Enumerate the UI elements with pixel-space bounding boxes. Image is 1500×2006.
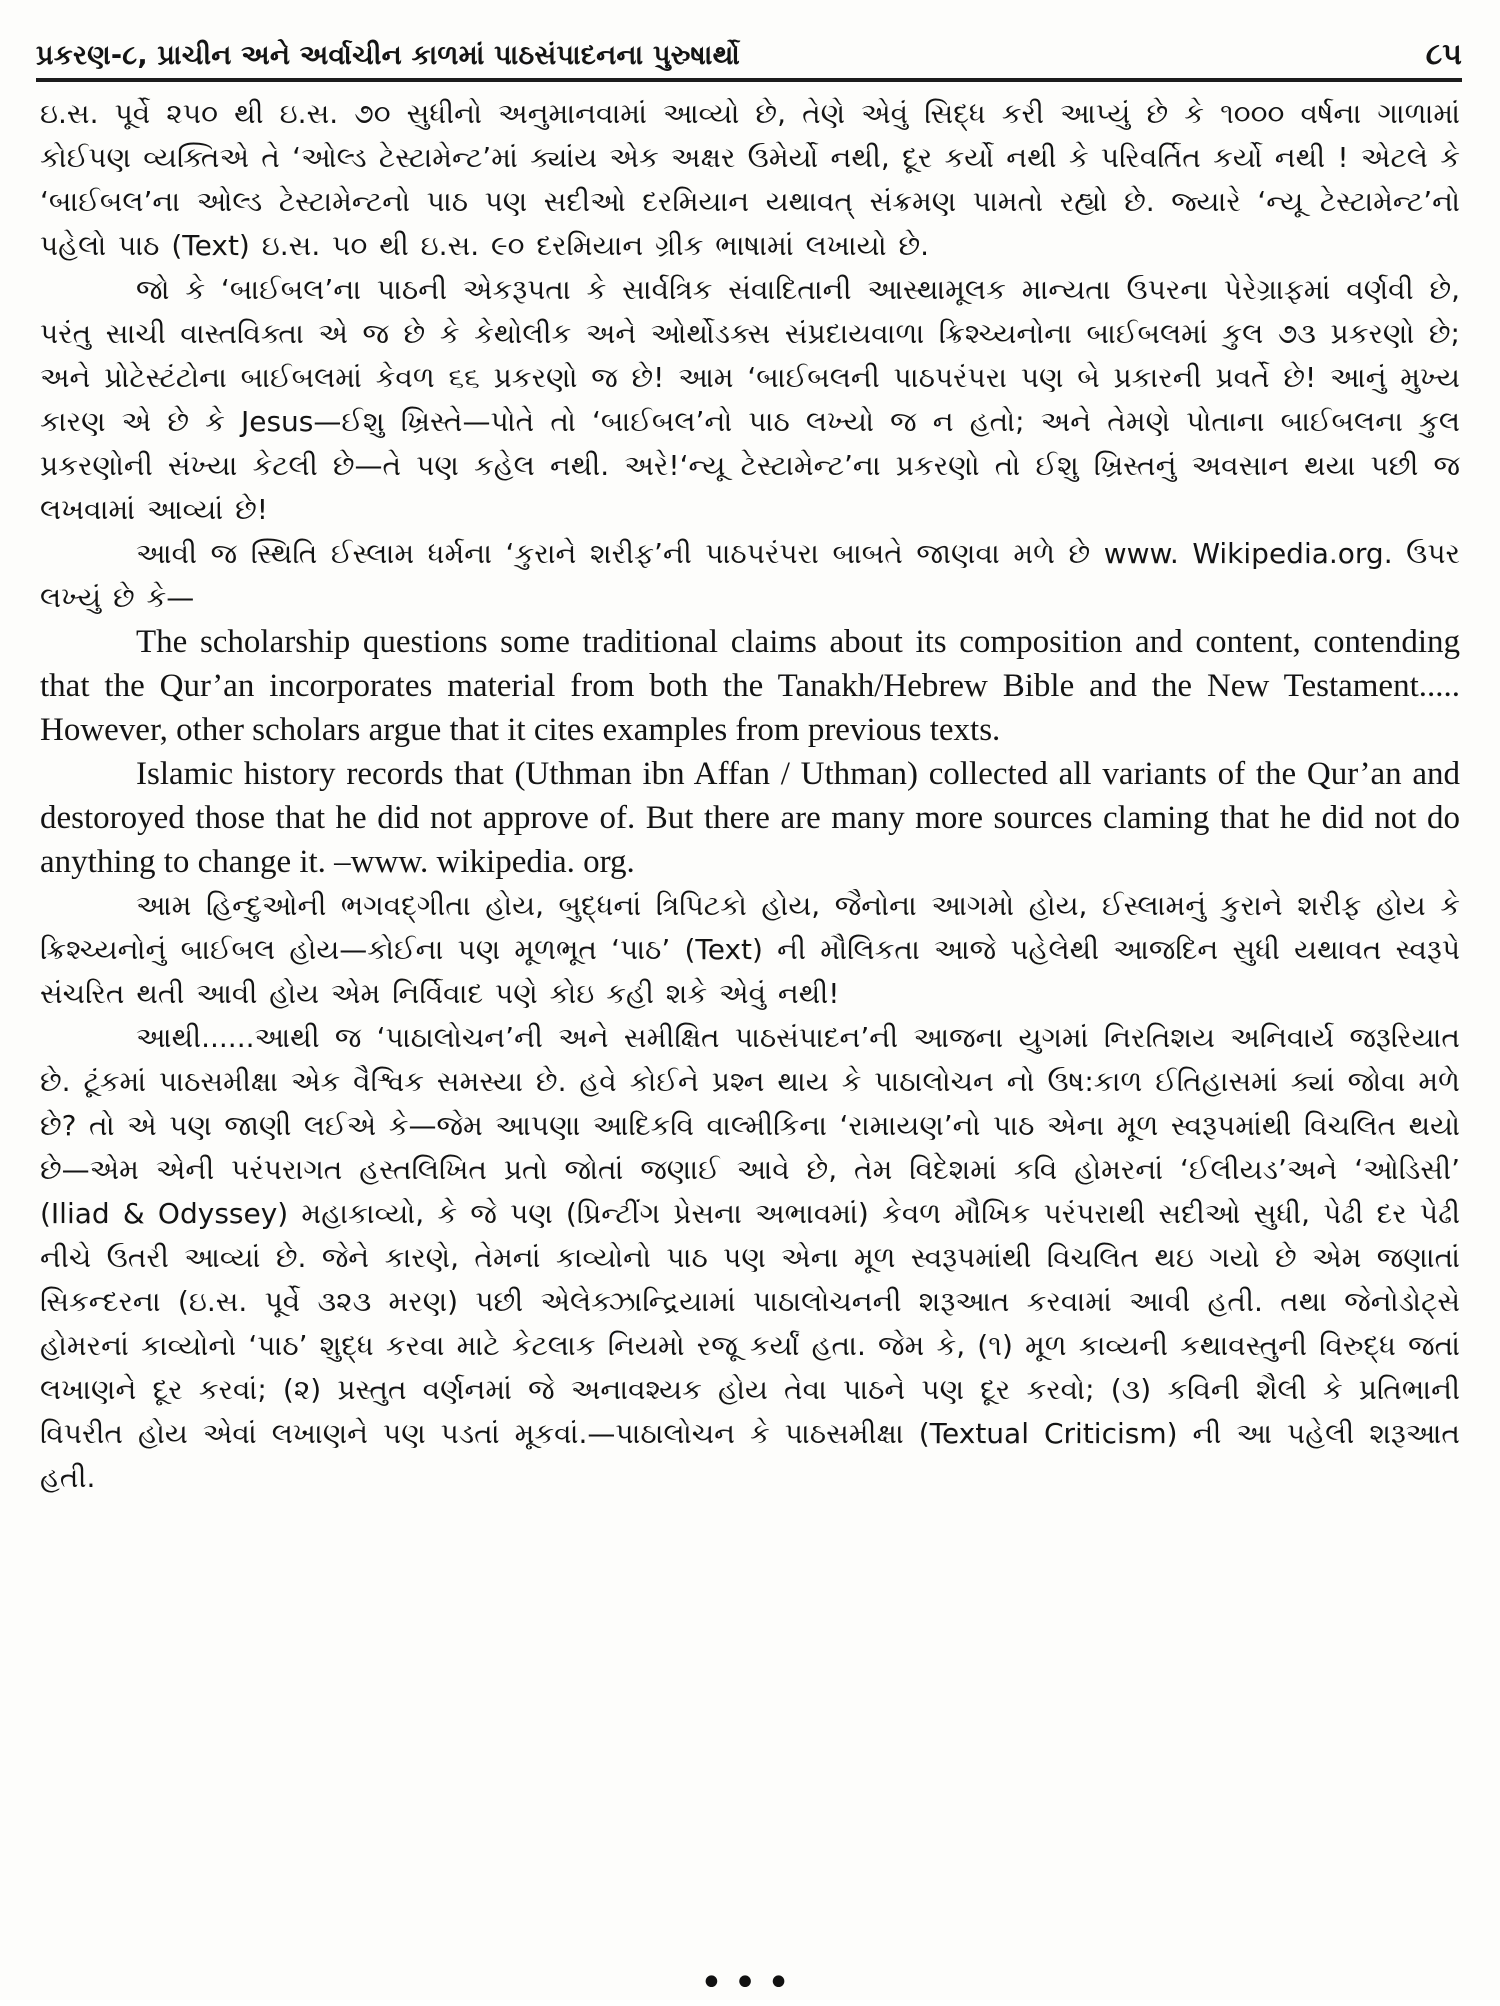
- paragraph-textual-criticism: આથી......આથી જ ‘પાઠાલોચન’ની અને સમીક્ષિત પાઠસંપાદન’ની આજના યુગમાં નિરતિશય અનિવાર્ય જરૂરિયાત છે. ટૂંકમાં પાઠસમીક્ષા એક વૈશ્વિક સમસ્યા છે. હવે કોઈને પ્રશ્ન થાય કે પાઠાલોચન નો ઉષ:કાળ ઈતિહાસમાં ક્યાં જોવા મળે છે? તો એ પણ જાણી લઈએ કે—જેમ આપણા આદિકવિ વાલ્મીકિના ‘રામાયણ’નો પાઠ એના મૂળ સ્વરૂપમાંથી વિચલિત થયો છે—એમ એની પરંપરાગત હસ્તલિખિત પ્રતો જોતાં જણાઈ આવે છે, તેમ વિદેશમાં કવિ હોમરનાં ‘ઈલીયડ’અને ‘ઓડિસી’ (Iliad & Odyssey) મહાકાવ્યો, કે જે પણ (પ્રિન્ટીંગ પ્રેસના અભાવમાં) કેવળ મૌખિક પરંપરાથી સદીઓ સુધી, પેઢી દર પેઢી નીચે ઉતરી આવ્યાં છે. જેને કારણે, તેમનાં કાવ્યોનો પાઠ પણ એના મૂળ સ્વરૂપમાંથી વિચલિત થઇ ગયો છે એમ જણાતાં સિકન્દરના (ઇ.સ. પૂર્વે ૩૨૩ મરણ) પછી એલેક્ઝાન્દ્રિયામાં પાઠાલોચનની શરૂઆત કરવામાં આવી હતી. તથા જેનોડોટ્સે હોમરનાં કાવ્યોનો ‘પાઠ’ શુદ્ધ કરવા માટે કેટલાક નિયમો રજૂ કર્યાં હતા. જેમ કે, (૧) મૂળ કાવ્યની કથાવસ્તુની વિરુદ્ધ જતાં લખાણને દૂર કરવાં; (૨) પ્રસ્તુત વર્ણનમાં જે અનાવશ્યક હોય તેવા પાઠને પણ દૂર કરવો; (૩) કવિની શૈલી કે પ્રતિભાની વિપરીત હોય એવાં લખાણને પણ પડતાં મૂકવાં.—પાઠાલોચન કે પાઠસમીક્ષા (Textual Criticism) ની આ પહેલી શરૂઆત હતી.: [40, 1021, 1460, 1494]
- paragraph-uthman-quote: Islamic history records that (Uthman ibn Affan / Uthman) collected all variants of the Qur’an and destoroyed those that he did not approve of. But there are many more sources claming that he did not do anything to change it. –www. wikipedia. org.: [40, 756, 1460, 880]
- running-header: [36, 28, 1462, 82]
- page-body: [40, 92, 1460, 1500]
- end-ornament: •••: [699, 1960, 801, 2006]
- page-number: ૮૫: [1425, 37, 1462, 72]
- paragraph-old-testament: ઇ.સ. પૂર્વે ૨૫૦ થી ઇ.સ. ૭૦ સુધીનો અનુમાનવામાં આવ્યો છે, તેણે એવું સિદ્ધ કરી આપ્યું છે કે ૧૦૦૦ વર્ષના ગાળામાં કોઈપણ વ્યક્તિએ તે ‘ઓલ્ડ ટેસ્ટામેન્ટ’માં ક્યાંય એક અક્ષર ઉમેર્યો નથી, દૂર કર્યો નથી કે પરિવર્તિત કર્યો નથી ! એટલે કે ‘બાઈબલ’ના ઓલ્ડ ટેસ્ટામેન્ટનો પાઠ પણ સદીઓ દરમિયાન યથાવત્ સંક્રમણ પામતો રહ્યો છે. જ્યારે ‘ન્યૂ ટેસ્ટામેન્ટ’નો પહેલો પાઠ (Text) ઇ.સ. ૫૦ થી ઇ.સ. ૯૦ દરમિયાન ગ્રીક ભાષામાં લખાયો છે.: [40, 97, 1460, 262]
- paragraph-quran-intro: આવી જ સ્થિતિ ઈસ્લામ ધર્મના ‘કુરાને શરીફ’ની પાઠપરંપરા બાબતે જાણવા મળે છે www. Wikipedia.org. ઉપર લખ્યું છે કે—: [40, 537, 1460, 614]
- paragraph-bible-chapters: જો કે ‘બાઈબલ’ના પાઠની એકરૂપતા કે સાર્વત્રિક સંવાદિતાની આસ્થામૂલક માન્યતા ઉપરના પેરેગ્રાફમાં વર્ણવી છે, પરંતુ સાચી વાસ્તવિક્તા એ જ છે કે કેથોલીક અને ઓર્થોડક્સ સંપ્રદાયવાળા ક્રિશ્ચ્યનોના બાઈબલમાં કુલ ૭૩ પ્રકરણો છે; અને પ્રોટેસ્ટંટોના બાઈબલમાં કેવળ ૬૬ પ્રકરણો જ છે! આમ ‘બાઈબલની પાઠપરંપરા પણ બે પ્રકારની પ્રવર્તે છે! આનું મુખ્ય કારણ એ છે કે Jesus—ઈશુ ખ્રિસ્તે—પોતે તો ‘બાઈબલ’નો પાઠ લખ્યો જ ન હતો; અને તેમણે પોતાના બાઈબલના કુલ પ્રકરણોની સંખ્યા કેટલી છે—તે પણ કહેલ નથી. અરે!‘ન્યૂ ટેસ્ટામેન્ટ’ના પ્રકરણો તો ઈશુ ખ્રિસ્તનું અવસાન થયા પછી જ લખવામાં આવ્યાં છે!: [40, 273, 1460, 526]
- paragraph-scholarship-quote: The scholarship questions some traditional claims about its composition and content, contending that the Qur’an incorporates material from both the Tanakh/Hebrew Bible and the New Testament..... However, other scholars argue that it cites examples from previous texts.: [40, 624, 1460, 748]
- chapter-title: પ્રકરણ-૮, પ્રાચીન અને અર્વાચીન કાળમાં પાઠસંપાદનના પુરુષાર્થો: [36, 40, 740, 71]
- paragraph-scriptures-summary: આમ હિન્દુઓની ભગવદ્‌ગીતા હોય, બુદ્ધનાં ત્રિપિટકો હોય, જૈનોના આગમો હોય, ઈસ્લામનું કુરાને શરીફ હોય કે ક્રિશ્ચ્યનોનું બાઈબલ હોય—કોઈના પણ મૂળભૂત ‘પાઠ’ (Text) ની મૌલિકતા આજે પહેલેથી આજદિન સુધી યથાવત સ્વરૂપે સંચરિત થતી આવી હોય એમ નિર્વિવાદ પણે કોઇ કહી શકે એવું નથી!: [40, 889, 1460, 1010]
